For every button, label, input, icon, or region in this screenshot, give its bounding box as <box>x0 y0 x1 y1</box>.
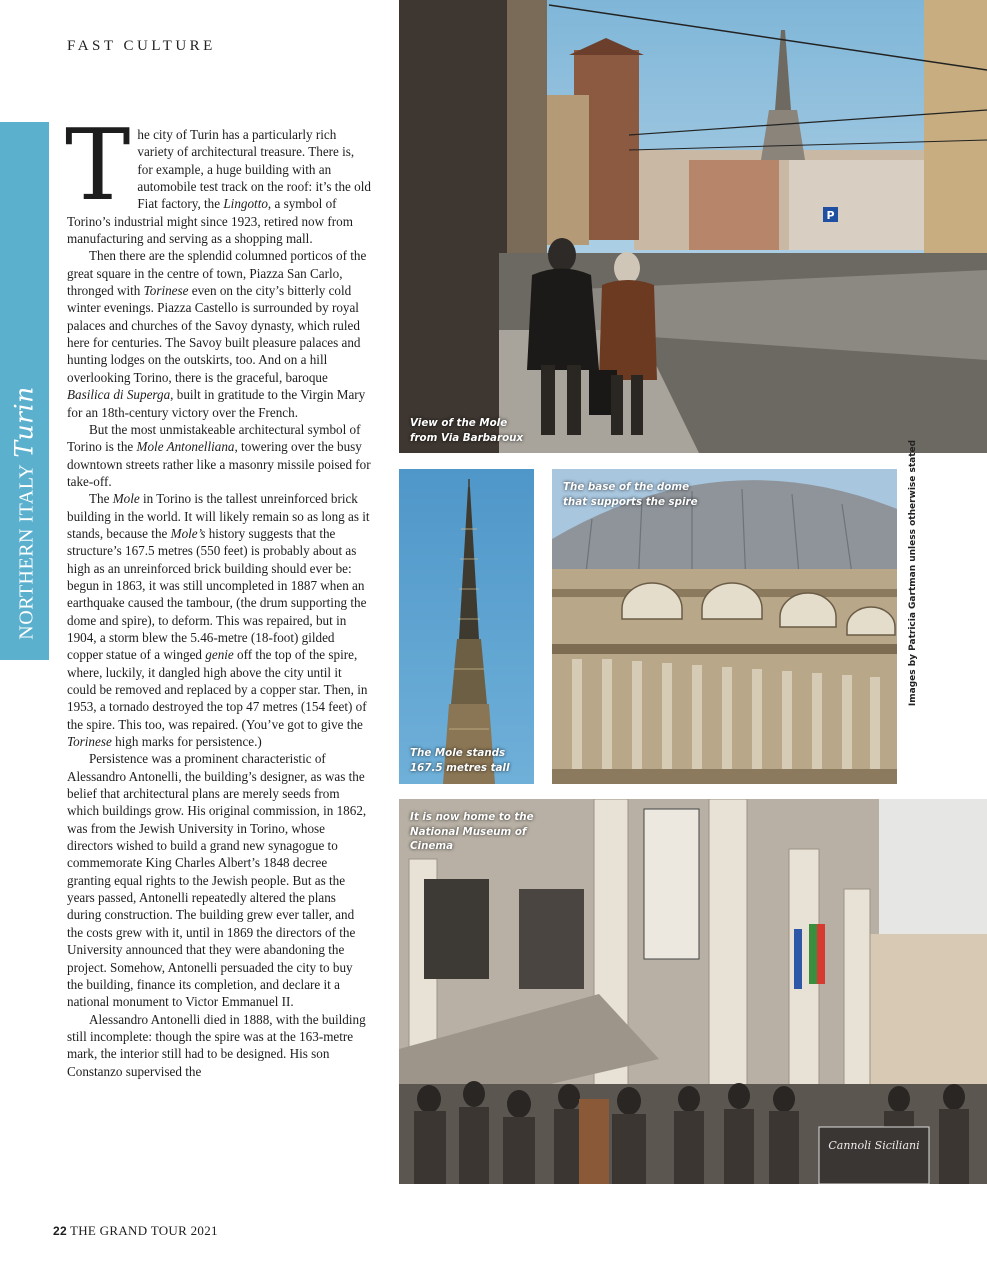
photo-street-view <box>399 0 987 453</box>
page-footer <box>53 1223 218 1239</box>
paragraph-1: The city of Turin has a particularly rich variety of architectural treasure. There is, for example, a huge building with an automobile test track on the roof: it’s the old Fiat factory, the Lingotto, a symbol of Torino’s industrial might since 1923, retired now from manufacturing and serving as a shopping mall. <box>65 109 371 247</box>
photo-dome-base <box>552 469 897 784</box>
paragraph-3: But the most unmistakeable architectural symbol of Torino is the Mole Antonelliana, towering over the busy downtown streets rather like a masonry missile poised for take-off. <box>67 421 371 489</box>
paragraph-6: Alessandro Antonelli died in 1888, with the building still incomplete: though the spire was at the 163-metre mark, the interior still had to be designed. His son Constanzo supervised the <box>67 1011 366 1079</box>
photo-spire <box>399 469 534 784</box>
article-body <box>65 109 371 1080</box>
parking-sign: P <box>826 209 835 222</box>
caption-spire: The Mole stands 167.5 metres tall <box>410 747 510 774</box>
side-tab-region: NORTHERN ITALY <box>15 463 38 640</box>
photo-museum <box>399 799 987 1184</box>
section-label: FAST CULTURE <box>67 38 216 54</box>
publication-name: THE GRAND TOUR 2021 <box>69 1223 218 1238</box>
paragraph-5: Persistence was a prominent characteristic of Alessandro Antonelli, the building’s designer, as was the belief that architectural plans are merely seeds from which buildings grow. His original commission, in 1862, was from the Jewish University in Torino, whose directors wished to build a grand new synagogue to commemorate King Charles Albert’s 1848 decree granting equal rights to the Jewish people. But as the years passed, Antonelli repeatedly altered the plans during construction. The building grew ever taller, and the costs grew with it, until in 1869 the directors of the University announced that they were abandoning the project. Somehow, Antonelli persuaded the city to buy the building, finance its completion, and declare it a national monument to Victor Emmanuel II. <box>67 751 367 1010</box>
paragraph-4: The Mole in Torino is the tallest unreinforced brick building in the world. It will likely remain so as long as it stands, because the Mole’s history suggests that the structure’s 167.5 metres (550 feet) is probably about as high as an unreinforced brick building should ever be: begun in 1863, it was still uncompleted in 1887 when an earthquake caused the tambour, (the drum supporting the dome and spire), to deform. This was repaired, but in 1904, a storm blew the 5.46-metre (18-foot) gilded copper statue of a winged genie off the top of the spire, where, luckily, it dangled high above the city until it could be removed and replaced by a copper star. Then, in 1953, a tornado destroyed the top 47 metres (154 feet) of the spire. This too, was repaired. (You’ve got to give the Torinese high marks for persistence.) <box>67 491 370 750</box>
caption-museum: It is now home to the National Museum of Cinema <box>410 811 534 852</box>
cannoli-sign: Cannoli Siciliani <box>828 1139 920 1152</box>
drop-cap: T <box>65 109 131 223</box>
side-tab-text <box>10 386 39 639</box>
caption-dome: The base of the dome that supports the spire <box>563 481 698 508</box>
side-tab-city: Turin <box>9 386 39 458</box>
caption-street: View of the Mole from Via Barbaroux <box>410 417 524 444</box>
side-tab <box>0 122 49 660</box>
page-number: 22 <box>53 1224 67 1238</box>
photo-credit: Images by Patricia Gartman unless otherwise stated <box>908 439 918 707</box>
paragraph-2: Then there are the splendid columned porticos of the great square in the centre of town, Piazza San Carlo, thronged with Torinese even on the city’s bitterly cold winter evenings. Piazza Castello is surrounded by royal palaces and churches of the Savoy dynasty, which ruled here for centuries. The Savoy built pleasure palaces and hunting lodges on the outskirts, too. And on a hill overlooking Torino, there is the graceful, baroque Basilica di Superga, built in gratitude to the Virgin Mary for an 18th-century victory over the French. <box>67 248 367 420</box>
